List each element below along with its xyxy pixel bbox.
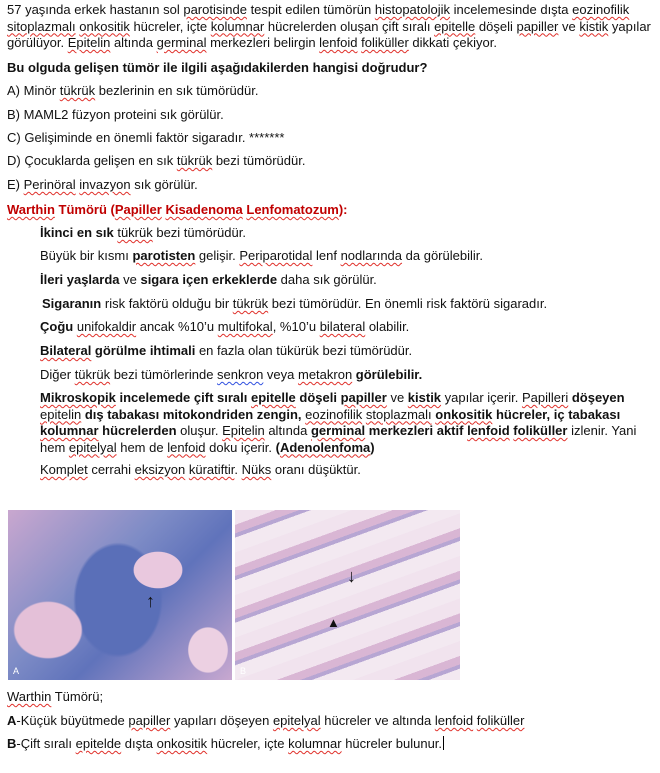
text-run: ): [338, 202, 348, 217]
note-item [40, 248, 655, 265]
spellcheck-word: onkositik [435, 406, 493, 422]
bold-text: merkezleri aktif [365, 423, 468, 438]
text-run: A) Minör [7, 83, 60, 98]
text-run: Tümörü ( [54, 202, 115, 217]
text-run: hücreler bulunur. [341, 736, 443, 751]
option-e [7, 177, 655, 194]
spellcheck-word: Warthin [7, 202, 55, 217]
bold-text: döşeli [295, 390, 341, 405]
spellcheck-word: lenfoid [167, 439, 206, 455]
spellcheck-word: histopatolojik [374, 2, 451, 17]
text-run: da görülebilir. [402, 248, 483, 263]
option-a [7, 83, 655, 100]
bold-text: İkinci en sık [40, 225, 114, 240]
spellcheck-word: stoplazmalı [365, 406, 432, 422]
caption-title [7, 689, 655, 706]
text-run: , %10’u [272, 319, 320, 334]
note-item [40, 367, 655, 384]
spellcheck-word: küratiftir [188, 462, 235, 477]
spellcheck-word: papiller [128, 713, 171, 728]
spellcheck-word: epitelyal [272, 713, 321, 728]
text-run: ancak %10’u [136, 319, 218, 334]
spellcheck-word: lenfoid [319, 35, 358, 50]
histology-image-a [8, 510, 232, 680]
text-run: doku içerir. [205, 439, 276, 455]
spellcheck-word: Papilleri [521, 390, 569, 405]
text-run: cerrahi [87, 462, 135, 477]
question-stem [7, 2, 655, 52]
text-run: tespit edilen tümörün [246, 2, 375, 17]
note-item [40, 462, 655, 479]
spellcheck-word: onkositik [156, 736, 208, 751]
spellcheck-word: Warthin [7, 689, 52, 704]
note-item [40, 319, 655, 336]
spellcheck-word: tükrük [176, 153, 213, 168]
spellcheck-word: foliküller [513, 423, 568, 438]
text-run: altında [110, 35, 157, 50]
spellcheck-word: Epitelin [67, 35, 111, 50]
option-d [7, 153, 655, 170]
bold-text: dış tabakası mitokondriden zengin, [81, 406, 302, 422]
spellcheck-word: kolumnar [40, 423, 99, 438]
bold-text: Sigaranın [42, 296, 102, 311]
note-item [40, 225, 655, 242]
text-run: . [234, 462, 242, 477]
spellcheck-word: epitelle [250, 390, 296, 405]
bold-text: hücrelerden [98, 423, 177, 438]
spellcheck-word: tükrük [232, 296, 269, 311]
bold-text: ( [275, 439, 280, 455]
spellcheck-word: parotisinde [183, 2, 247, 17]
spellcheck-word: multifokal [217, 319, 273, 334]
option-b [7, 107, 655, 124]
notes-heading [7, 202, 655, 219]
bold-text: görülebilir. [352, 367, 423, 382]
spellcheck-word: bilateral [319, 319, 366, 334]
text-run: olabilir. [365, 319, 410, 334]
spellcheck-word: kolumnar [288, 736, 342, 751]
spellcheck-word: metakron [297, 367, 353, 382]
note-item-microscopy [40, 390, 655, 456]
spellcheck-word: Perinöral [23, 177, 76, 192]
text-cursor [443, 736, 444, 750]
arrow-down-icon: ↓ [347, 566, 356, 586]
text-run: hücrelerden oluşan çift sıralı [264, 18, 435, 34]
text-run: ve [558, 18, 580, 34]
bold-text: Bu olguda gelişen tümör ile ilgili aşağıdakilerden hangisi doğrudur? [7, 60, 428, 75]
spellcheck-word: lenfoid [434, 713, 474, 728]
spellcheck-word: Nüks [241, 462, 272, 477]
text-run: dikkati çekiyor. [408, 35, 497, 50]
text-run: hücreler, içte [129, 18, 211, 34]
text-run: -Küçük büyütmede [16, 713, 129, 728]
text-run: izlenir. Yani hem [40, 423, 637, 455]
text-run: risk faktörü olduğu bir [101, 296, 233, 311]
bold-text: İleri yaşlarda [40, 272, 120, 287]
text-run: gelişir. [195, 248, 240, 263]
spellcheck-word: papiller [340, 390, 387, 405]
text-run: lenf [312, 248, 341, 263]
text-run: altında [264, 423, 311, 438]
arrowhead-icon: ▲ [327, 615, 340, 630]
text-run: merkezleri belirgin [206, 35, 320, 50]
spellcheck-word: epitelle [434, 18, 476, 34]
panel-label-b: B [240, 666, 247, 676]
spellcheck-word: kolumnar [210, 18, 265, 34]
text-run: -Çift sıralı [16, 736, 76, 751]
option-c [7, 130, 655, 147]
bold-text: incelemede çift sıralı [115, 390, 251, 405]
text-run: veya [263, 367, 298, 382]
text-run: oluşur. [176, 423, 223, 438]
text-run: bezi tümörüdür. [152, 225, 246, 240]
text-run: B) MAML2 füzyon proteini sık görülür. [7, 107, 224, 122]
text-run: bezlerinin en sık tümörüdür. [95, 83, 259, 98]
note-item [40, 343, 655, 360]
bold-text: görülme ihtimali [91, 343, 196, 358]
text-run: ve [119, 272, 141, 287]
bold-text: Çoğu [40, 319, 74, 334]
text-run: C) Gelişiminde en önemli faktör sigaradır. ******* [7, 130, 285, 145]
spellcheck-word: papiller [516, 18, 559, 34]
caption-a [7, 713, 655, 730]
text-run: yapılar görülüyor. [7, 18, 651, 50]
spellcheck-word: Kisadenoma [165, 202, 243, 217]
text-run: E) [7, 177, 24, 192]
text-run: yapılar içerir. [441, 390, 522, 405]
arrow-up-icon: ↑ [146, 591, 155, 611]
text-run: Diğer [40, 367, 75, 382]
note-item [40, 272, 655, 289]
text-run: hem de [116, 439, 168, 455]
spellcheck-word: epitelin [40, 406, 82, 422]
text-run: bezi tümörlerinde [110, 367, 218, 382]
spellcheck-word: lenfoid [467, 423, 510, 438]
text-run: döşeli [475, 18, 517, 34]
text-run: Büyük bir kısmı [40, 248, 133, 263]
spellcheck-word: nodlarında [340, 248, 403, 263]
caption-b [7, 736, 655, 753]
bold-text: hücreler, iç tabakası [492, 406, 621, 422]
spellcheck-word: Mikroskopik [40, 390, 116, 405]
text-run: dışta [121, 736, 157, 751]
spellcheck-word: epitelyal [68, 439, 117, 455]
text-run: hücreler ve altında [320, 713, 435, 728]
text-run: daha sık görülür. [277, 272, 377, 287]
spellcheck-word: eksizyon [134, 462, 186, 477]
text-run: bezi tümörüdür. En önemli risk faktörü sigaradır. [268, 296, 548, 311]
bold-text: B [7, 736, 17, 751]
note-item [42, 296, 657, 313]
spellcheck-word: tükrük [117, 225, 153, 240]
text-run: incelemesinde dışta [450, 2, 573, 17]
bold-text: A [7, 713, 17, 728]
text-run: D) Çocuklarda gelişen en sık [7, 153, 177, 168]
spellcheck-word: tükrük [74, 367, 111, 382]
spellcheck-word: unifokaldir [76, 319, 137, 334]
text-run: yapıları döşeyen [170, 713, 273, 728]
spellcheck-word: Periparotidal [239, 248, 313, 263]
text-run: oranı düşüktür. [271, 462, 361, 477]
spellcheck-word: parotisten [132, 248, 196, 263]
spellcheck-word: Lenfomatozum [246, 202, 339, 217]
text-run: en fazla olan tükürük bezi tümörüdür. [195, 343, 413, 358]
bold-text: sigara içen erkeklerde [140, 272, 278, 287]
spellcheck-word: Bilateral [40, 343, 92, 358]
text-run: sık görülür. [130, 177, 198, 192]
text-run: hücreler, içte [207, 736, 289, 751]
spellcheck-word: kistik [579, 18, 609, 34]
spellcheck-word: Papiller [114, 202, 162, 217]
histology-image-b [235, 510, 460, 680]
spellcheck-word: Adenolenfoma [279, 439, 371, 455]
spellcheck-word: foliküller [361, 35, 409, 50]
spellcheck-word: invazyon [79, 177, 131, 192]
spellcheck-word: tükrük [59, 83, 96, 98]
bold-text: döşeyen [568, 390, 625, 405]
spellcheck-word: germinal [310, 423, 366, 438]
text-run: 57 yaşında erkek hastanın sol [7, 2, 184, 17]
spellcheck-word: sitoplazmalı [7, 18, 76, 34]
spellcheck-word: onkositik [79, 18, 130, 34]
text-run: ve [386, 390, 408, 405]
spellcheck-word: senkron [217, 367, 264, 382]
spellcheck-word: Komplet [40, 462, 88, 477]
spellcheck-word: germinal [156, 35, 207, 50]
spellcheck-word: eozinofilik [305, 406, 363, 422]
spellcheck-word: Epitelin [222, 423, 265, 438]
spellcheck-word: epitelde [75, 736, 122, 751]
text-run: Tümörü; [51, 689, 104, 704]
panel-label-a: A [13, 666, 20, 676]
spellcheck-word: eozinofilik [572, 2, 630, 17]
question-prompt [7, 60, 655, 77]
bold-text: ) [370, 439, 375, 455]
text-run: bezi tümörüdür. [212, 153, 306, 168]
spellcheck-word: kistik [407, 390, 442, 405]
spellcheck-word: foliküller [476, 713, 525, 728]
